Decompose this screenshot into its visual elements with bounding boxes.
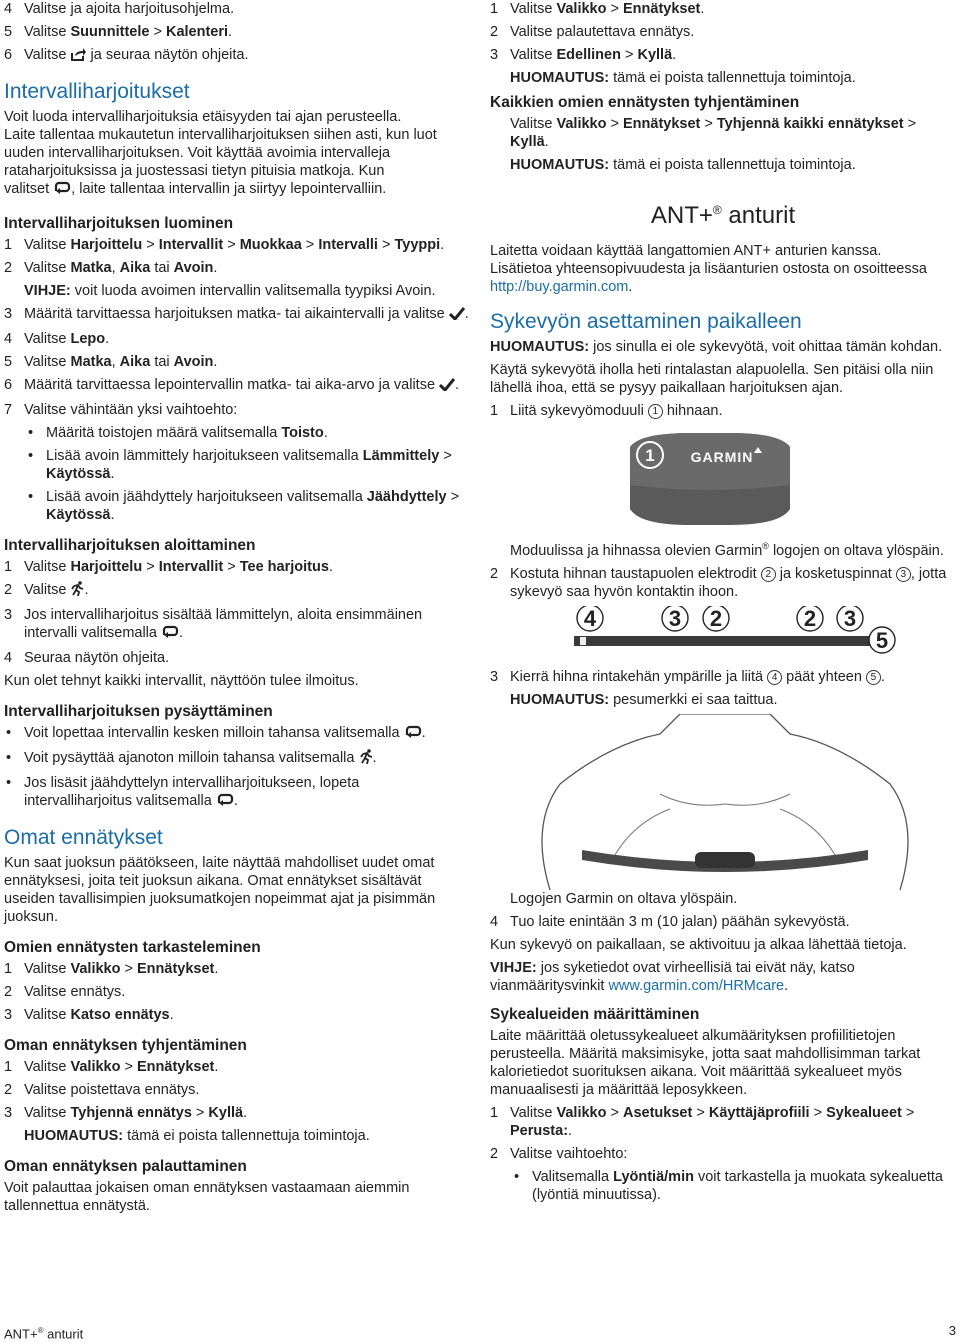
heading-hr-strap: Sykevyön asettaminen paikalleen xyxy=(490,310,802,333)
checkmark-icon xyxy=(449,306,465,325)
hr-para-2: Kun sykevyö on paikallaan, se aktivoituu ja alkaa lähettää tietoja. xyxy=(490,936,907,953)
view-step-3: 3 Valitse Katso ennätys. xyxy=(4,1007,174,1023)
clear-step-3: 3 Valitse Tyhjennä ennätys > Kyllä. xyxy=(4,1105,248,1121)
clear-all-instruction: Valitse Valikko > Ennätykset > Tyhjennä kaikki ennätykset > Kyllä. xyxy=(510,116,917,150)
start-after: Kun olet tehnyt kaikki intervallit, näyttöön tulee ilmoitus. xyxy=(4,673,359,689)
zones-option-bpm: • Valitsemalla Lyöntiä/min voit tarkastella ja muokata sykealuetta (lyöntiä minuutissa). xyxy=(490,1168,956,1204)
intro-step-4: 4 Valitse ja ajoita harjoitusohjelma. xyxy=(4,1,235,17)
start-step-4: 4 Seuraa näytön ohjeita. xyxy=(4,650,170,666)
create-step-2: 2 Valitse Matka, Aika tai Avoin. xyxy=(4,260,218,276)
lap-icon xyxy=(53,181,71,200)
heading-clear-record: Oman ennätyksen tyhjentäminen xyxy=(4,1037,247,1054)
restore-para: Voit palauttaa jokaisen oman ennätyksen vastaamaan aiemmin tallennettua ennätystä. xyxy=(4,1180,410,1214)
heading-ant-sensors: ANT+® anturit xyxy=(650,202,796,229)
lap-icon xyxy=(216,793,234,812)
hr-para-1: Käytä sykevyötä iholla heti rintalastan alapuolella. Sen pitäisi olla niin lähellä ihoa, että se pysyy paikallaan harjoituksen ajan. xyxy=(490,362,934,396)
create-step-1: 1 Valitse Harjoittelu > Intervallit > Muokkaa > Intervalli > Tyyppi. xyxy=(4,237,445,253)
heading-view-records: Omien ennätysten tarkasteleminen xyxy=(4,939,261,956)
page-number: 3 xyxy=(948,1323,956,1338)
hr-note: HUOMAUTUS: jos sinulla ei ole sykevyötä, voit ohittaa tämän kohdan. xyxy=(490,339,943,355)
intro-step-6: 6 Valitse ja seuraa näytön ohjeita. xyxy=(4,46,470,66)
intervals-para-3: valitset , laite tallentaa intervallin ja siirtyy lepointervalliin. xyxy=(4,180,470,200)
create-step-6: 6 Määritä tarvittaessa lepointervallin matka- tai aika-arvo ja valitse . xyxy=(4,376,470,396)
callout-3: 3 xyxy=(896,567,911,582)
create-step-7: 7 Valitse vähintään yksi vaihtoehto: xyxy=(4,402,238,418)
strap-figure xyxy=(490,606,956,668)
callout-3-figure-b: 3 xyxy=(843,605,857,631)
hr-module-illustration xyxy=(490,425,956,537)
lap-icon xyxy=(404,725,422,744)
clear-step-1: 1 Valitse Valikko > Ennätykset. xyxy=(4,1059,219,1075)
start-step-1: 1 Valitse Harjoittelu > Intervallit > Tee harjoitus. xyxy=(4,559,333,575)
create-tip: VIHJE: voit luoda avoimen intervallin valitsemalla tyypiksi Avoin. xyxy=(24,283,436,299)
create-option-warmup: • Lisää avoin lämmittely harjoitukseen valitsemalla Lämmittely > Käytössä. xyxy=(4,447,470,483)
heading-start-interval: Intervalliharjoituksen aloittaminen xyxy=(4,537,256,554)
clear-step-2: 2 Valitse poistettava ennätys. xyxy=(4,1082,200,1098)
garmin-logo: GARMIN xyxy=(690,449,754,465)
zones-para: Laite määrittää oletussykealueet alkumäärityksen profiilitietojen perusteella. Määritä maksimisyke, jotta saat mahdollisimman tarkat kalorietiedot suorituksen aikana. Voit määrittää sykealueet myös manuaalisesti ja määrittää leposykkeen. xyxy=(490,1027,921,1098)
heading-intervals: Intervalliharjoitukset xyxy=(4,80,190,103)
view-step-2: 2 Valitse ennätys. xyxy=(4,984,126,1000)
heading-restore-record: Oman ennätyksen palauttaminen xyxy=(4,1158,247,1175)
create-step-5: 5 Valitse Matka, Aika tai Avoin. xyxy=(4,354,218,370)
start-step-3: 3 Jos intervalliharjoitus sisältää lämmittelyn, aloita ensimmäinen intervalli valitsemalla . xyxy=(4,606,470,644)
intervals-para-1: Voit luoda intervalliharjoituksia etäisyyden tai ajan perusteella. xyxy=(4,109,402,125)
hr-step-2: 2 Kostuta hihnan taustapuolen elektrodit 2 ja kosketuspinnat 3 , jotta sykevyö saa hyvön kontaktin ihoon. xyxy=(490,565,947,600)
zones-step-2: 2 Valitse vaihtoehto: xyxy=(490,1145,628,1162)
hr-step-3: 3 Kierrä hihna rintakehän ympärille ja liitä 4 päät yhteen 5 . xyxy=(490,668,885,685)
callout-3-figure: 3 xyxy=(668,605,682,631)
hr-caption-1: Moduulissa ja hihnassa olevien Garmin® logojen on oltava ylöspäin. xyxy=(510,541,944,559)
create-step-3: 3 Määritä tarvittaessa harjoituksen matka- tai aikaintervalli ja valitse . xyxy=(4,305,470,325)
callout-1: 1 xyxy=(648,404,663,419)
heading-hr-zones: Sykealueiden määrittäminen xyxy=(490,1005,700,1023)
callout-1-figure: 1 xyxy=(645,446,655,465)
hr-step-1: 1 Liitä sykevyömoduuli 1 hihnaan. xyxy=(490,403,723,419)
runner-icon xyxy=(359,749,373,769)
hr-note-2: HUOMAUTUS: pesumerkki ei saa taittua. xyxy=(510,691,778,708)
lap-icon xyxy=(161,625,179,644)
checkmark-icon xyxy=(439,377,455,396)
heading-create-interval: Intervalliharjoituksen luominen xyxy=(4,215,234,232)
stop-bullet-2: • Voit pysäyttää ajanoton milloin tahansa valitsemalla . xyxy=(4,749,470,769)
start-step-2: 2 Valitse . xyxy=(4,581,470,601)
restore-step-2: 2 Valitse palautettava ennätys. xyxy=(490,24,695,40)
footer-left: ANT+® anturit xyxy=(4,1326,84,1342)
records-para: Kun saat juoksun päätökseen, laite näyttää mahdolliset uudet omat ennätyksesi, joita teit juoksun aikana. Omat ennätykset sisältävät useiden tavallisimpien juoksumatkojen nopeimmat ajat ja pisimmän juoksun. xyxy=(4,855,436,925)
zones-step-1: 1 Valitse Valikko > Asetukset > Käyttäjäprofiili > Sykealueet > Perusta:. xyxy=(490,1104,915,1139)
restore-note: HUOMAUTUS: tämä ei poista tallennettuja toimintoja. xyxy=(510,70,856,86)
callout-4-figure: 4 xyxy=(583,605,597,631)
left-column xyxy=(4,0,470,1220)
hrmcare-link[interactable]: www.garmin.com/HRMcare xyxy=(608,977,785,994)
create-option-cooldown: • Lisää avoin jäähdyttely harjoitukseen valitsemalla Jäähdyttely > Käytössä. xyxy=(4,488,470,524)
create-option-repeat: • Määritä toistojen määrä valitsemalla Toisto. xyxy=(4,424,470,442)
clear-all-note: HUOMAUTUS: tämä ei poista tallennettuja toimintoja. xyxy=(510,157,856,173)
heading-clear-all: Kaikkien omien ennätysten tyhjentäminen xyxy=(490,94,800,111)
torso-illustration xyxy=(490,714,956,890)
ant-para: Laitetta voidaan käyttää langattomien ANT+ anturien kanssa. Lisätietoa yhteensopivuudesta ja lisäanturien ostosta on osoitteessa http://buy.garmin.com. xyxy=(490,243,927,295)
restore-step-1: 1 Valitse Valikko > Ennätykset. xyxy=(490,1,705,17)
clear-note: HUOMAUTUS: tämä ei poista tallennettuja toimintoja. xyxy=(24,1128,370,1144)
strap-illustration xyxy=(490,606,956,668)
callout-4: 4 xyxy=(767,670,782,685)
stop-bullet-3: • Jos lisäsit jäähdyttelyn intervalliharjoitukseen, lopeta intervalliharjoitus valitsemalla . xyxy=(4,774,470,812)
create-step-4: 4 Valitse Lepo. xyxy=(4,331,110,347)
view-step-1: 1 Valitse Valikko > Ennätykset. xyxy=(4,961,219,977)
torso-figure xyxy=(490,714,956,890)
hr-step-4: 4 Tuo laite enintään 3 m (10 jalan) päähän sykevyöstä. xyxy=(490,913,850,930)
callout-5: 5 xyxy=(866,670,881,685)
intervals-para-2: Laite tallentaa mukautetun intervalliharjoituksen siihen asti, kun luot uuden intervalliharjoituksen. Voit käyttää avoimia intervalleja rataharjoituksissa ja juostessasi tietyn pituisia matkoja. Kun xyxy=(4,127,437,179)
callout-2-figure: 2 xyxy=(709,605,723,631)
stop-bullet-1: • Voit lopettaa intervallin kesken milloin tahansa valitsemalla . xyxy=(4,724,470,744)
right-column xyxy=(490,0,956,1209)
heading-stop-interval: Intervalliharjoituksen pysäyttäminen xyxy=(4,703,273,720)
callout-5-figure: 5 xyxy=(875,627,889,653)
hr-caption-2: Logojen Garmin on oltava ylöspäin. xyxy=(510,890,738,907)
share-arrow-icon xyxy=(70,47,86,66)
runner-icon xyxy=(70,581,84,601)
heading-records: Omat ennätykset xyxy=(4,826,163,849)
intro-step-5: 5 Valitse Suunnittele > Kalenteri. xyxy=(4,24,233,40)
callout-2-figure-b: 2 xyxy=(803,605,817,631)
restore-step-3: 3 Valitse Edellinen > Kyllä. xyxy=(490,47,677,63)
hr-tip: VIHJE: jos syketiedot ovat virheellisiä tai eivät näy, katso vianmääritysvinkit www.garmin.com/HRMcare. xyxy=(490,959,855,994)
callout-2: 2 xyxy=(761,567,776,582)
hr-module-figure xyxy=(490,425,956,537)
buy-garmin-link[interactable]: http://buy.garmin.com xyxy=(490,279,629,295)
